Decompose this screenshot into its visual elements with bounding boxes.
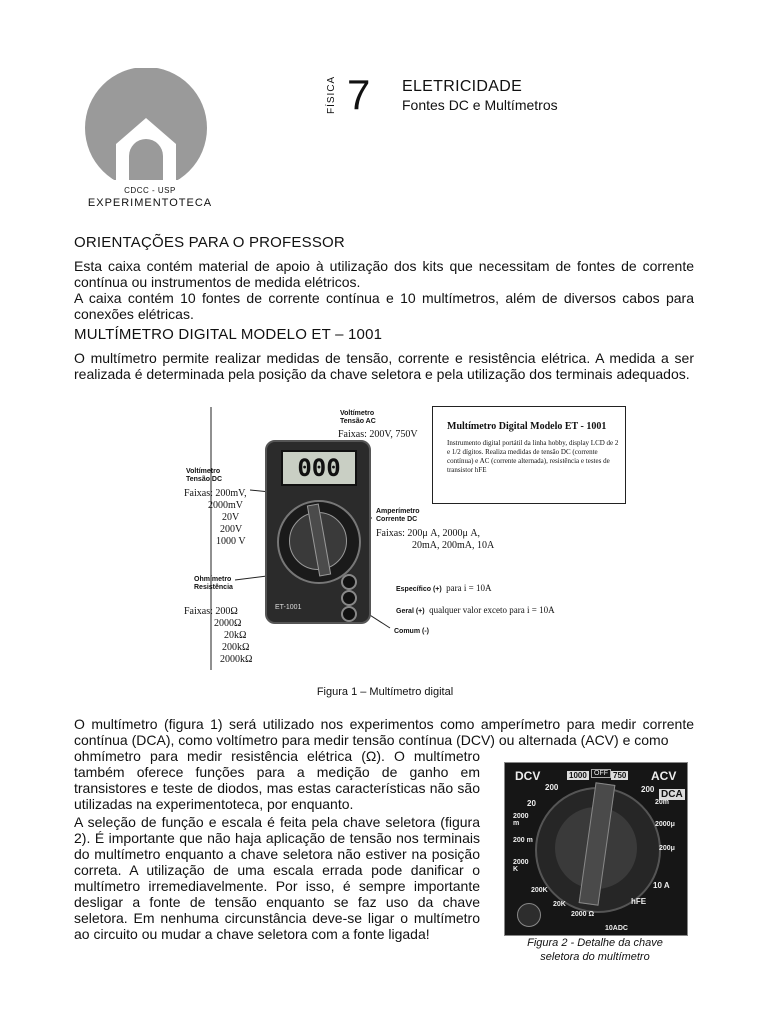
fig2-left-2000ohm: 2000 Ω bbox=[571, 911, 595, 918]
subject-label: FÍSICA bbox=[326, 75, 337, 114]
section-heading-multimetro: MULTÍMETRO DIGITAL MODELO ET – 1001 bbox=[74, 326, 383, 343]
fig2-dca-label: DCA bbox=[661, 789, 683, 800]
model-label: ET-1001 bbox=[275, 604, 302, 611]
label-volt-dc-range-3: 20V bbox=[222, 512, 240, 523]
info-box-text: Instrumento digital portátil da linha hobby, display LCD de 2 e 1/2 dígitos. Realiza medidas de tensão DC (corrente contínua) e AC (corrente alternada), resistência e testes de transistor hFE bbox=[447, 439, 619, 474]
fig2-right-hfe: hFE bbox=[631, 897, 647, 906]
fig2-left-20k: 20K bbox=[553, 901, 566, 908]
figure-2 bbox=[504, 762, 688, 936]
label-volt-dc-range-5: 1000 V bbox=[216, 536, 246, 547]
fig2-off-label: OFF bbox=[591, 769, 611, 778]
page-subtitle: Fontes DC e Multímetros bbox=[402, 97, 558, 113]
label-volt-ac-title: Voltímetro Tensão AC bbox=[340, 410, 376, 425]
label-volt-dc-title: Voltímetro Tensão DC bbox=[186, 468, 223, 483]
label-ohm-title: Ohmímetro Resistência bbox=[194, 576, 233, 591]
label-ohm-range-3: 20kΩ bbox=[224, 630, 247, 641]
label-volt-ac-ranges: Faixas: 200V, 750V bbox=[338, 429, 418, 440]
fig2-left-2000m: 2000 m bbox=[513, 813, 529, 827]
fig2-right-200: 200 bbox=[641, 785, 655, 794]
section-heading-orientacoes: ORIENTAÇÕES PARA O PROFESSOR bbox=[74, 234, 345, 251]
hfe-socket bbox=[517, 903, 541, 927]
label-volt-dc-range-2: 2000mV bbox=[208, 500, 243, 511]
label-terminal-general bbox=[396, 600, 555, 618]
fig2-right-20m: 20m bbox=[655, 799, 670, 806]
label-ohm-range-5: 2000kΩ bbox=[220, 654, 253, 665]
label-terminal-general-text: qualquer valor exceto para i = 10A bbox=[429, 605, 555, 615]
fig2-right-200u: 200μ bbox=[659, 845, 675, 852]
fig2-right-2000u: 2000μ bbox=[655, 821, 675, 828]
label-volt-dc-range-4: 200V bbox=[220, 524, 243, 535]
paragraph-usage-1-rest: ohmímetro para medir resistência elétrica (Ω). O multímetro também oferece funções para a medição de ganho em transistores e teste de diodos, mas estas características não são utilizadas na experimentoteca, por enquanto. bbox=[74, 748, 480, 812]
label-terminal-10a-bold: Específico (+) bbox=[396, 586, 442, 593]
multimeter-device bbox=[265, 440, 371, 624]
label-terminal-10a bbox=[396, 578, 491, 596]
info-box-title: Multímetro Digital Modelo ET - 1001 bbox=[447, 421, 607, 432]
experimentoteca-logo-icon bbox=[80, 68, 220, 188]
label-amp-ranges-2: 20mA, 200mA, 10A bbox=[412, 540, 495, 551]
fig2-bottom-10adc: 10ADC bbox=[605, 925, 628, 932]
figure-1 bbox=[180, 400, 630, 675]
terminal-10a bbox=[341, 574, 357, 590]
paragraph-intro-2: A caixa contém 10 fontes de corrente contínua e 10 multímetros, além de diversos cabos para conexões elétricas. bbox=[74, 290, 694, 322]
paragraph-intro-1: Esta caixa contém material de apoio à utilização dos kits que necessitam de fontes de corrente contínua ou instrumentos de medida elétricos. bbox=[74, 258, 694, 290]
fig2-top-750: 750 bbox=[613, 771, 627, 780]
fig2-left-200: 200 bbox=[545, 783, 559, 792]
label-volt-dc-range-1: Faixas: 200mV, bbox=[184, 488, 247, 499]
lcd-display: 000 bbox=[281, 450, 357, 486]
terminal-general bbox=[341, 590, 357, 606]
label-terminal-general-bold: Geral (+) bbox=[396, 608, 425, 615]
fig2-left-200k: 200K bbox=[531, 887, 548, 894]
logo-line1: CDCC - USP bbox=[124, 186, 176, 195]
fig2-right-10a: 10 A bbox=[653, 881, 670, 890]
fig2-left-2000k: 2000 K bbox=[513, 859, 529, 873]
page-title: ELETRICIDADE bbox=[402, 78, 523, 95]
label-ohm-range-1: Faixas: 200Ω bbox=[184, 606, 238, 617]
figure-1-caption: Figura 1 – Multímetro digital bbox=[316, 686, 454, 698]
paragraph-usage-1: O multímetro (figura 1) será utilizado nos experimentos como amperímetro para medir corrente contínua (DCA), como voltímetro para medir tensão contínua (DCV) ou alternada (ACV) e como bbox=[74, 716, 694, 748]
chapter-number: 7 bbox=[347, 71, 371, 118]
label-amp-ranges-1: Faixas: 200μ A, 2000μ A, bbox=[376, 528, 481, 539]
fig2-left-200m: 200 m bbox=[513, 837, 533, 844]
logo-line2: EXPERIMENTOTECA bbox=[87, 197, 213, 209]
figure-2-caption-line1: Figura 2 - Detalhe da chave bbox=[527, 937, 663, 949]
label-terminal-10a-text: para i = 10A bbox=[446, 583, 492, 593]
paragraph-usage-2: A seleção de função e escala é feita pela chave seletora (figura 2). É importante que não haja aplicação de tensão nos terminais do multímetro enquanto a chave seletora não estiver na posição correta. A utilização de uma escala errada pode danificar o multímetro irremediavelmente. Por isso, é sempre importante desligar a fonte de tensão enquanto se faz uso da chave seletora. Em nenhuma circunstância deve-se ligar o multímetro ao circuito ou mudar a chave seletora com a fonte ligada! bbox=[74, 814, 480, 942]
label-ohm-range-2: 2000Ω bbox=[214, 618, 242, 629]
fig2-dcv-label: DCV bbox=[515, 769, 541, 783]
fig2-acv-label: ACV bbox=[651, 769, 677, 783]
fig2-left-20: 20 bbox=[527, 799, 536, 808]
info-box bbox=[432, 406, 626, 504]
label-terminal-common: Comum (-) bbox=[394, 628, 429, 635]
label-ohm-range-4: 200kΩ bbox=[222, 642, 250, 653]
fig2-top-1000: 1000 bbox=[569, 771, 587, 780]
figure-2-caption-line2: seletora do multímetro bbox=[540, 951, 650, 963]
label-amp-title: Amperímetro Corrente DC bbox=[376, 508, 420, 523]
terminal-common bbox=[341, 606, 357, 622]
paragraph-multimetro: O multímetro permite realizar medidas de tensão, corrente e resistência elétrica. A medida a ser realizada é determinada pela posição da chave seletora e pela utilização dos terminais adequados. bbox=[74, 350, 694, 382]
